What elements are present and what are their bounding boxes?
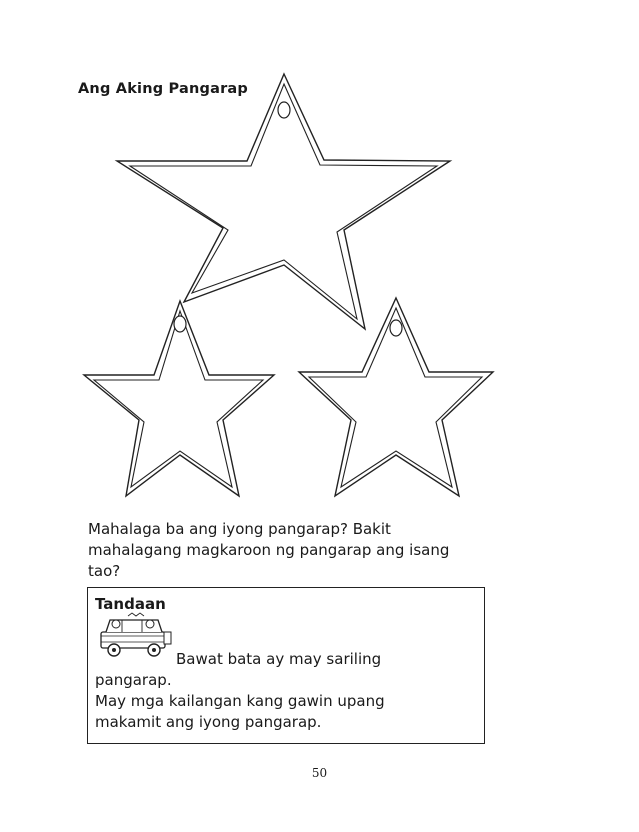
tandaan-text [95,670,475,733]
right-star [299,298,493,496]
page-number: 50 [311,766,328,780]
tandaan-heading: Tandaan [95,595,166,613]
question-line: Mahalaga ba ang iyong pangarap? Bakit [88,520,391,538]
hanging-hole-icon [390,320,402,336]
left-star [84,301,274,496]
page-title: Ang Aking Pangarap [78,81,248,97]
tandaan-line: May mga kailangan kang gawin upang [95,692,385,710]
reflection-question [88,519,558,582]
question-line: tao? [88,562,121,580]
hanging-hole-icon [174,316,186,332]
hanging-hole-icon [278,102,290,118]
tandaan-line: makamit ang iyong pangarap. [95,713,322,731]
jeepney-icon [98,612,174,658]
tandaan-line: pangarap. [95,671,172,689]
tandaan-line: Bawat bata ay may sariling [176,650,382,668]
question-line: mahalagang magkaroon ng pangarap ang isang [88,541,450,559]
large-star [117,74,450,329]
tandaan-box [87,587,485,744]
